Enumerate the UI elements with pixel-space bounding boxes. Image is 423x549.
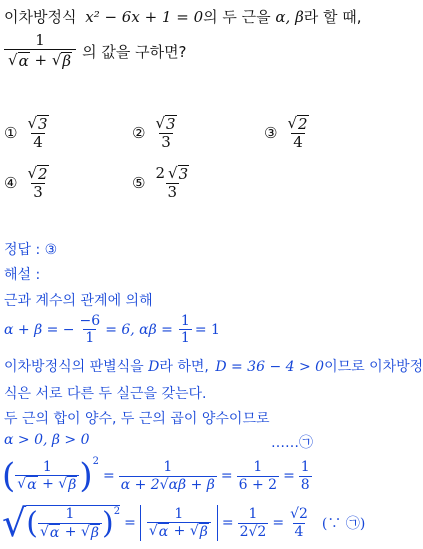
solution-eq-2: ( 1 √ α + √ β ) 2 = $\frac{1}{\alpha + 2√\alpha\beta + \beta}$ = $\frac{1}{6 + 2}$ = $\frac{1}{8}$ (2, 456, 310, 496)
because-note: (∵ ㉠) (321, 516, 366, 532)
plus-sign: + (34, 51, 48, 70)
choice-5[interactable]: ⑤ 2 √ 3 3 (132, 164, 189, 202)
question-suffix: 의 두 근을 (203, 8, 271, 26)
sqrt-alpha: √ α (8, 51, 29, 71)
choice-4[interactable]: ④ √ 2 3 (4, 164, 48, 202)
solution-line-5: α > 0, β > 0 (4, 432, 90, 448)
sqrt-beta: √ β (51, 51, 72, 71)
solution-eq-1: α + β = − $\frac{-6}{1}$ = 6, αβ = $\frac{1}{1}$ = 1 (4, 313, 220, 347)
answer-label: 정답 : ③ (4, 242, 58, 258)
solution-label: 해설 : (4, 267, 41, 283)
solution-line-2: 이차방정식의 판별식을 D라 하면, D = 36 − 4 > 0이므로 이차방정 (4, 359, 423, 375)
question-fraction-numerator: 1 (35, 31, 45, 49)
question-line2-suffix: 의 값을 구하면? (82, 42, 187, 61)
solution-line-3: 식은 서로 다른 두 실근을 갖는다. (4, 386, 207, 402)
choice-2[interactable]: ② √ 3 3 (132, 114, 176, 152)
solution-eq-3: √ ( 1 √ α + √ β ) 2 = 1 √ α + √ β = $\frac{1}{2√2}$ = $\frac{√2}{4}$ (∵ ㉠) (2, 501, 366, 545)
question-prefix: 이차방정식 (4, 8, 77, 26)
root-beta: β (295, 8, 304, 26)
question-line-1 (4, 6, 362, 27)
root-alpha: α, (275, 8, 291, 26)
solution-line-1: 근과 계수의 관계에 의해 (4, 293, 153, 309)
question-end: 라 할 때, (303, 8, 362, 26)
choice-mark: ③ (264, 124, 278, 143)
question-fraction (4, 32, 76, 71)
question-line-2 (4, 32, 187, 71)
solution-line-4: 두 근의 합이 양수, 두 근의 곱이 양수이므로 (4, 411, 270, 427)
equation-tag: ……㉠ (271, 435, 313, 451)
choice-3[interactable]: ③ √ 2 4 (264, 114, 308, 152)
question-equation: x² − 6x + 1 = 0 (85, 8, 204, 26)
choice-mark: ② (132, 124, 146, 143)
choice-mark: ⑤ (132, 174, 146, 193)
choice-mark: ① (4, 124, 18, 143)
choice-1[interactable]: ① √ 3 4 (4, 114, 48, 152)
choice-mark: ④ (4, 174, 18, 193)
